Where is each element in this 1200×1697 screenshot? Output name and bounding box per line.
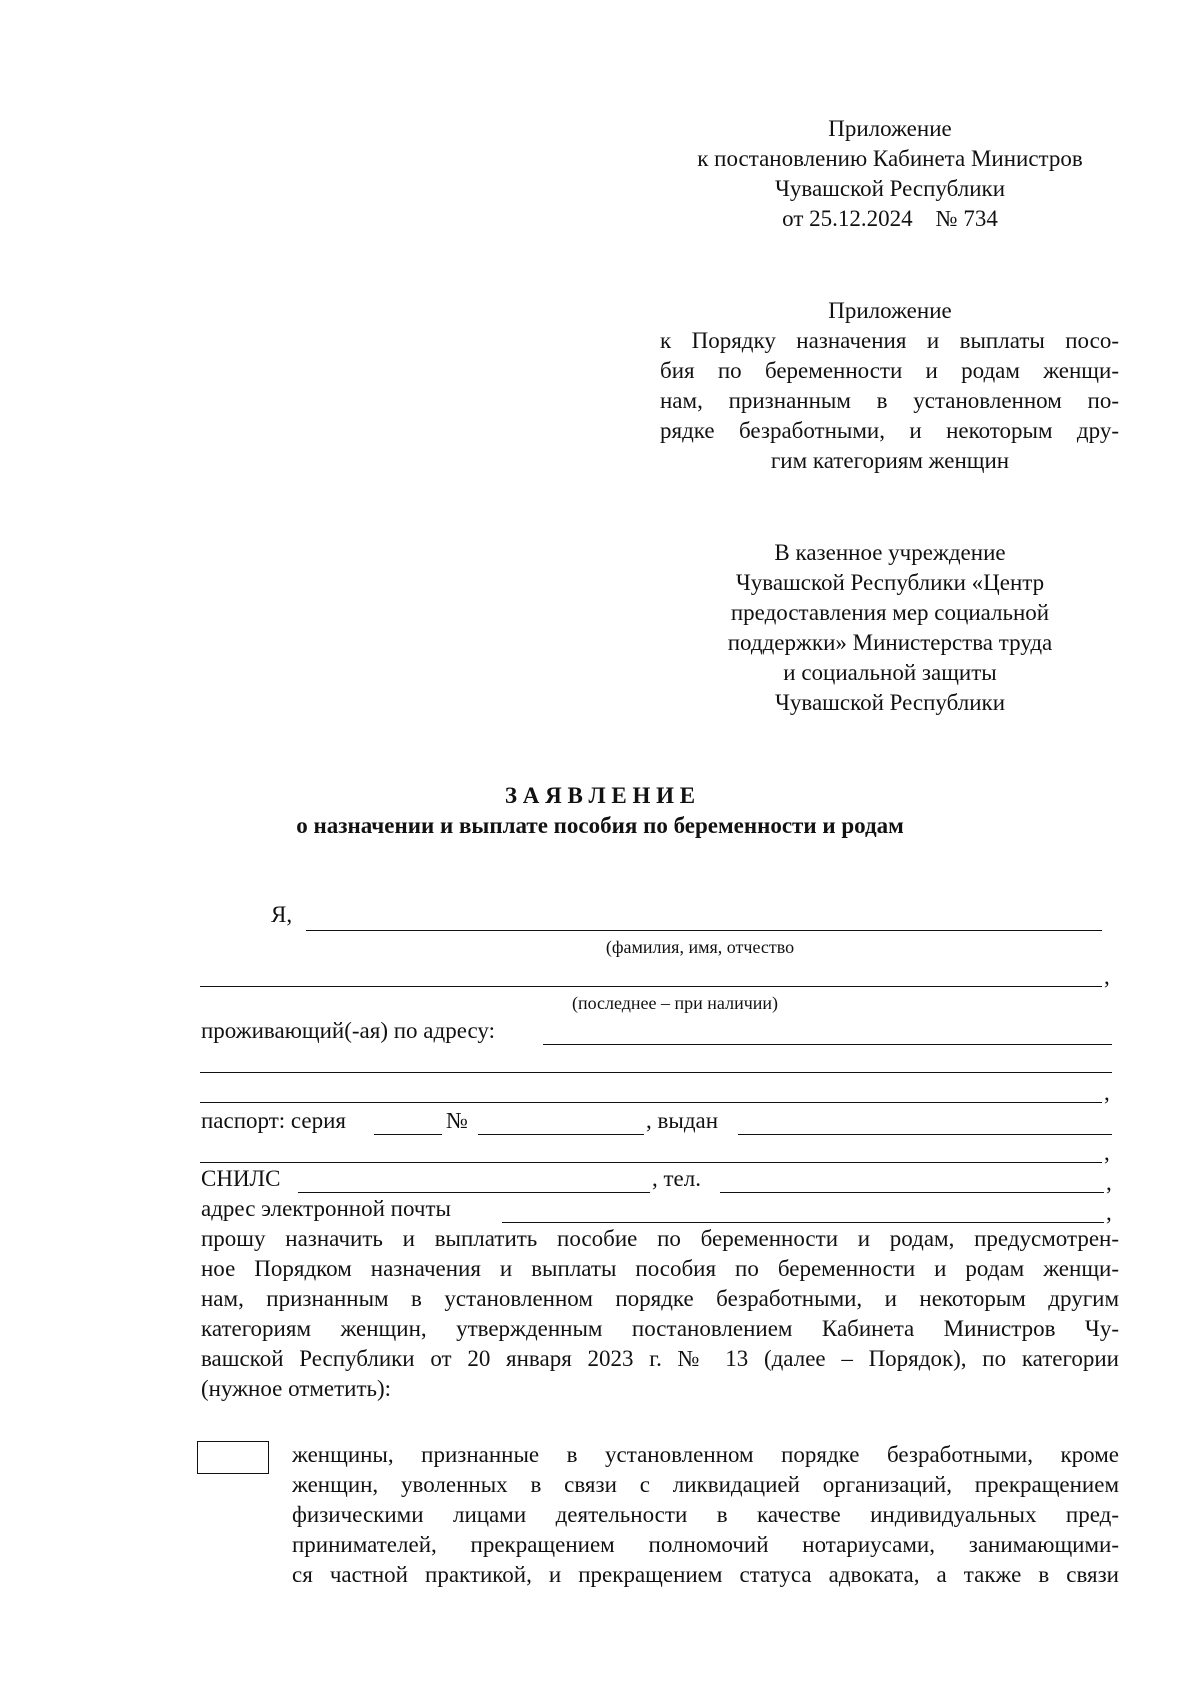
request-line: прошу назначить и выплатить пособие по беременности и родам, предусмотрен- [201,1226,1119,1251]
passport-issued-field-line-2[interactable] [200,1162,1102,1163]
passport-series-label: паспорт: серия [201,1108,347,1133]
snils-label: СНИЛС [201,1166,281,1191]
appendix-2-line: нам, признанным в установленном по- [660,388,1119,413]
full-name-field[interactable] [306,930,1102,931]
document-title: З А Я В Л Е Н И Е [504,783,696,808]
category-1-line: ся частной практикой, и прекращением статуса адвоката, а также в связи [292,1562,1119,1587]
appendix-1-line: к постановлению Кабинета Министров [697,146,1083,171]
request-line: нам, признанным в установленном порядке безработными, и некоторым другим [201,1286,1119,1311]
full-name-hint-2: (последнее – при наличии) [571,993,779,1013]
address-field-line-3[interactable] [200,1102,1102,1103]
document-subtitle: о назначении и выплате пособия по беременности и родам [296,813,904,838]
request-line: категориям женщин, утвержденным постановлением Кабинета Министров Чу- [201,1316,1119,1341]
comma: , [1104,1140,1110,1165]
appendix-2-line: бия по беременности и родам женщи- [660,358,1119,383]
appendix-2-line: к Порядку назначения и выплаты посо- [660,328,1119,353]
appendix-2-line: гим категориям женщин [770,448,1010,473]
addressee-line: поддержки» Министерства труда [727,630,1053,655]
snils-field[interactable] [298,1192,650,1193]
passport-series-field[interactable] [374,1134,442,1135]
address-field[interactable] [543,1044,1112,1045]
addressee-line: В казенное учреждение [774,540,1006,565]
email-field[interactable] [502,1222,1104,1223]
addressee-line: Чувашской Республики [774,690,1006,715]
category-1-line: физическими лицами деятельности в качестве индивидуальных пред- [292,1502,1119,1527]
appendix-2-title: Приложение [828,298,952,323]
appendix-2-line: рядке безработными, и некоторым дру- [660,418,1119,443]
appendix-1-title: Приложение [828,116,952,141]
phone-field[interactable] [720,1192,1104,1193]
addressee-line: предоставления мер социальной [730,600,1050,625]
category-1-line: женщин, уволенных в связи с ликвидацией организаций, прекращением [292,1472,1119,1497]
passport-number-label: № [446,1108,468,1133]
appendix-1-date-number: от 25.12.2024 № 734 [782,206,998,231]
full-name-field-continued[interactable] [200,986,1102,987]
request-line: ное Порядком назначения и выплаты пособия по беременности и родам женщи- [201,1256,1119,1281]
comma: , [1104,1080,1110,1105]
email-label: адрес электронной почты [201,1196,451,1221]
comma: , [1106,1170,1112,1195]
request-line: (нужное отметить): [201,1376,392,1401]
address-label: проживающий(-ая) по адресу: [201,1018,495,1043]
full-name-hint: (фамилия, имя, отчество [605,937,795,957]
phone-label: , тел. [652,1166,701,1191]
addressee-line: и социальной защиты [783,660,997,685]
comma: , [1106,1200,1112,1225]
addressee-line: Чувашской Республики «Центр [735,570,1045,595]
category-1-line: женщины, признанные в установленном порядке безработными, кроме [292,1442,1119,1467]
category-1-checkbox[interactable] [197,1441,269,1474]
appendix-1-line: Чувашской Республики [774,176,1006,201]
i-label: Я, [271,902,293,927]
passport-issued-field[interactable] [738,1134,1112,1135]
passport-number-field[interactable] [478,1134,644,1135]
request-line: вашской Республики от 20 января 2023 г. № 13 (далее – Порядок), по категории [201,1346,1119,1371]
passport-issued-label: , выдан [646,1108,719,1133]
address-field-line-2[interactable] [200,1072,1112,1073]
comma: , [1104,964,1110,989]
category-1-line: принимателей, прекращением полномочий нотариусами, занимающими- [292,1532,1119,1557]
